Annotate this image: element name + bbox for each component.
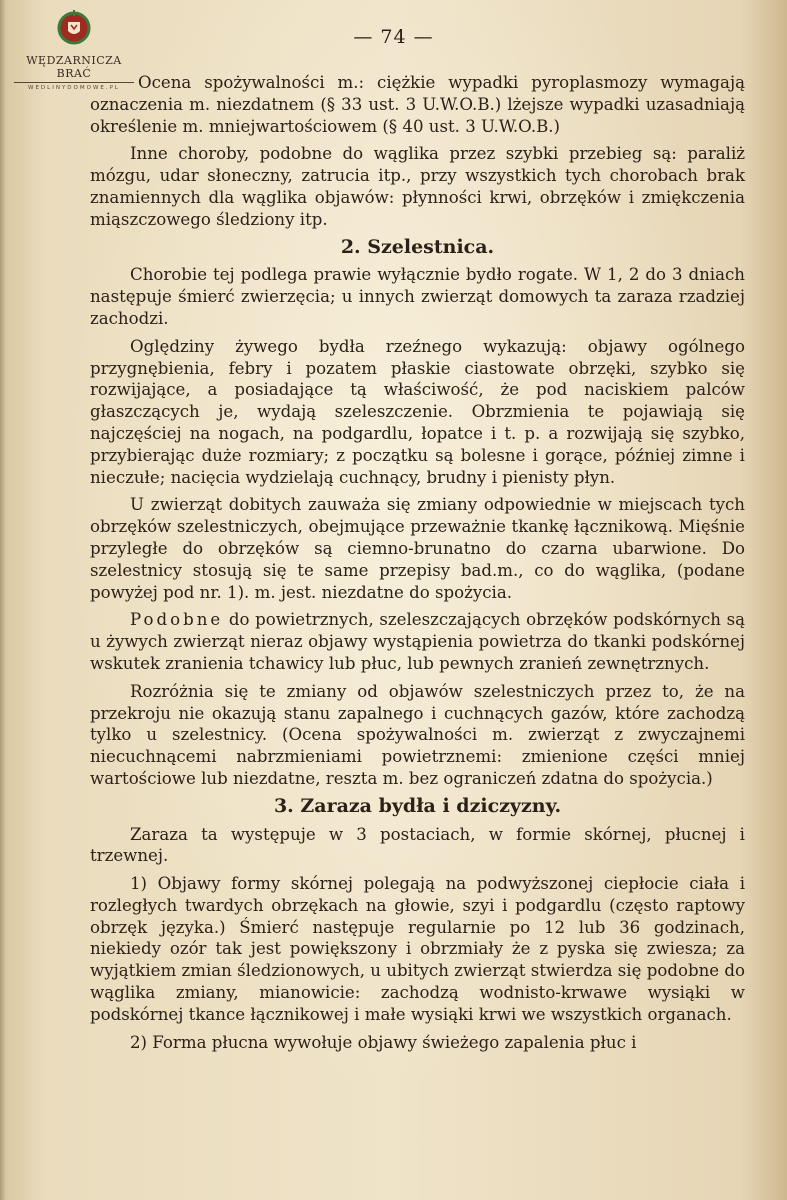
section-heading: 3. Zaraza bydła i dziczyzny. [273,794,562,817]
paragraph: Chorobie tej podlega prawie wyłącznie bydło rogate. W 1, 2 do 3 dniach następuje śmierć zwierzęcia; u innych zwierząt domowych ta zaraza rzadziej zachodzi. [90,265,745,328]
paragraph-text: do powietrznych, szeleszczających obrzęków podskórnych są u żywych zwierząt nieraz objawy wystąpienia powietrza do tkanki podskórnej wskutek zranienia tchawicy lub płuc, lub pewnych zranień zewnętrznych. [90,610,745,673]
brand-name: WĘDZARNICZA BRAĆ [26,54,122,80]
spaced-word: Podobne [130,610,224,630]
paragraph: 2) Forma płucna wywołuje objawy świeżego zapalenia płuc i [130,1032,637,1052]
page-spine-shadow [0,0,6,1200]
paragraph: U zwierząt dobitych zauważa się zmiany odpowiednie w miejscach tych obrzęków szelestniczych, obejmujące przeważnie tkankę łącznikową. Mięśnie przyległe do obrzęków są ciemno-brunatno do czarna ubarwione. Do szelestnicy stosują się te same przepisy bad.m., co do wąglika, (podane powyżej pod nr. 1). m. jest. niezdatne do spożycia. [90,495,745,602]
paragraph: Oględziny żywego bydła rzeźnego wykazują: objawy ogólnego przygnębienia, febry i pozatem płaskie ciastowate obrzęki, szybko się rozwijające, a posiadające tą właściwość, że pod naciskiem palców głaszczących je, wydają szeleszczenie. Obrzmienia te pojawiają się najczęściej na nogach, na podgardlu, łopatce i t. p. a rozwijają się szybko, przybierając duże rozmiary; z początku są bolesne i gorące, później zimne i nieczułe; nacięcia wydzielają cuchnący, brudny i pienisty płyn. [90,336,745,487]
paragraph: Ocena spożywalności m.: ciężkie wypadki pyroplasmozy wymagają oznaczenia m. niezdatnem (§ 33 ust. 3 U.W.O.B.) lżejsze wypadki uzasadniają określenie m. mniejwartościowem (§ 40 ust. 3 U.W.O.B.) [90,73,745,136]
paragraph [90,609,745,674]
brand-subtitle: WEDLINYDOMOWE.PL [14,82,134,91]
document-body [90,72,745,1059]
page-number: — 74 — [353,26,434,48]
paragraph: Zaraza ta występuje w 3 postaciach, w formie skórnej, płucnej i trzewnej. [90,824,745,866]
paragraph: 1) Objawy formy skórnej polegają na podwyższonej ciepłocie ciała i rozległych twardych obrzękach na głowie, szyi i podgardlu (często raptowy obrzęk języka.) Śmierć następuje regularnie po 12 lub 36 godzinach, niekiedy ozór tak jest powiększony i obrzmiały że z pyska się zwiesza; za wyjątkiem zmian śledzionowych, u ubitych zwierząt stwierdza się podobne do wąglika zmiany, mianowicie: zachodzą wodnisto-krwawe wysiąki w podskórnej tkance łącznikowej i małe wysiąki krwi we wszystkich organach. [90,874,745,1024]
section-heading: 2. Szelestnica. [340,235,495,258]
paragraph: Rozróżnia się te zmiany od objawów szelestniczych przez to, że na przekroju nie okazują stanu zapalnego i cuchnących gazów, które zachodzą tylko u szelestnicy. (Ocena spożywalności m. zwierząt z zwyczajnemi niecuchnącemi nabrzmieniami powietrznemi: zmienione części mniej wartościowe lub niezdatne, reszta m. bez ograniczeń zdatna do spożycia.) [90,681,745,788]
paragraph: Inne choroby, podobne do wąglika przez szybki przebieg są: paraliż mózgu, udar słoneczny, zatrucia itp., przy wszystkich tych chorobach brak znamiennych dla wąglika objawów: płynności krwi, obrzęków i zmiękczenia miąszczowego śledziony itp. [90,144,745,229]
